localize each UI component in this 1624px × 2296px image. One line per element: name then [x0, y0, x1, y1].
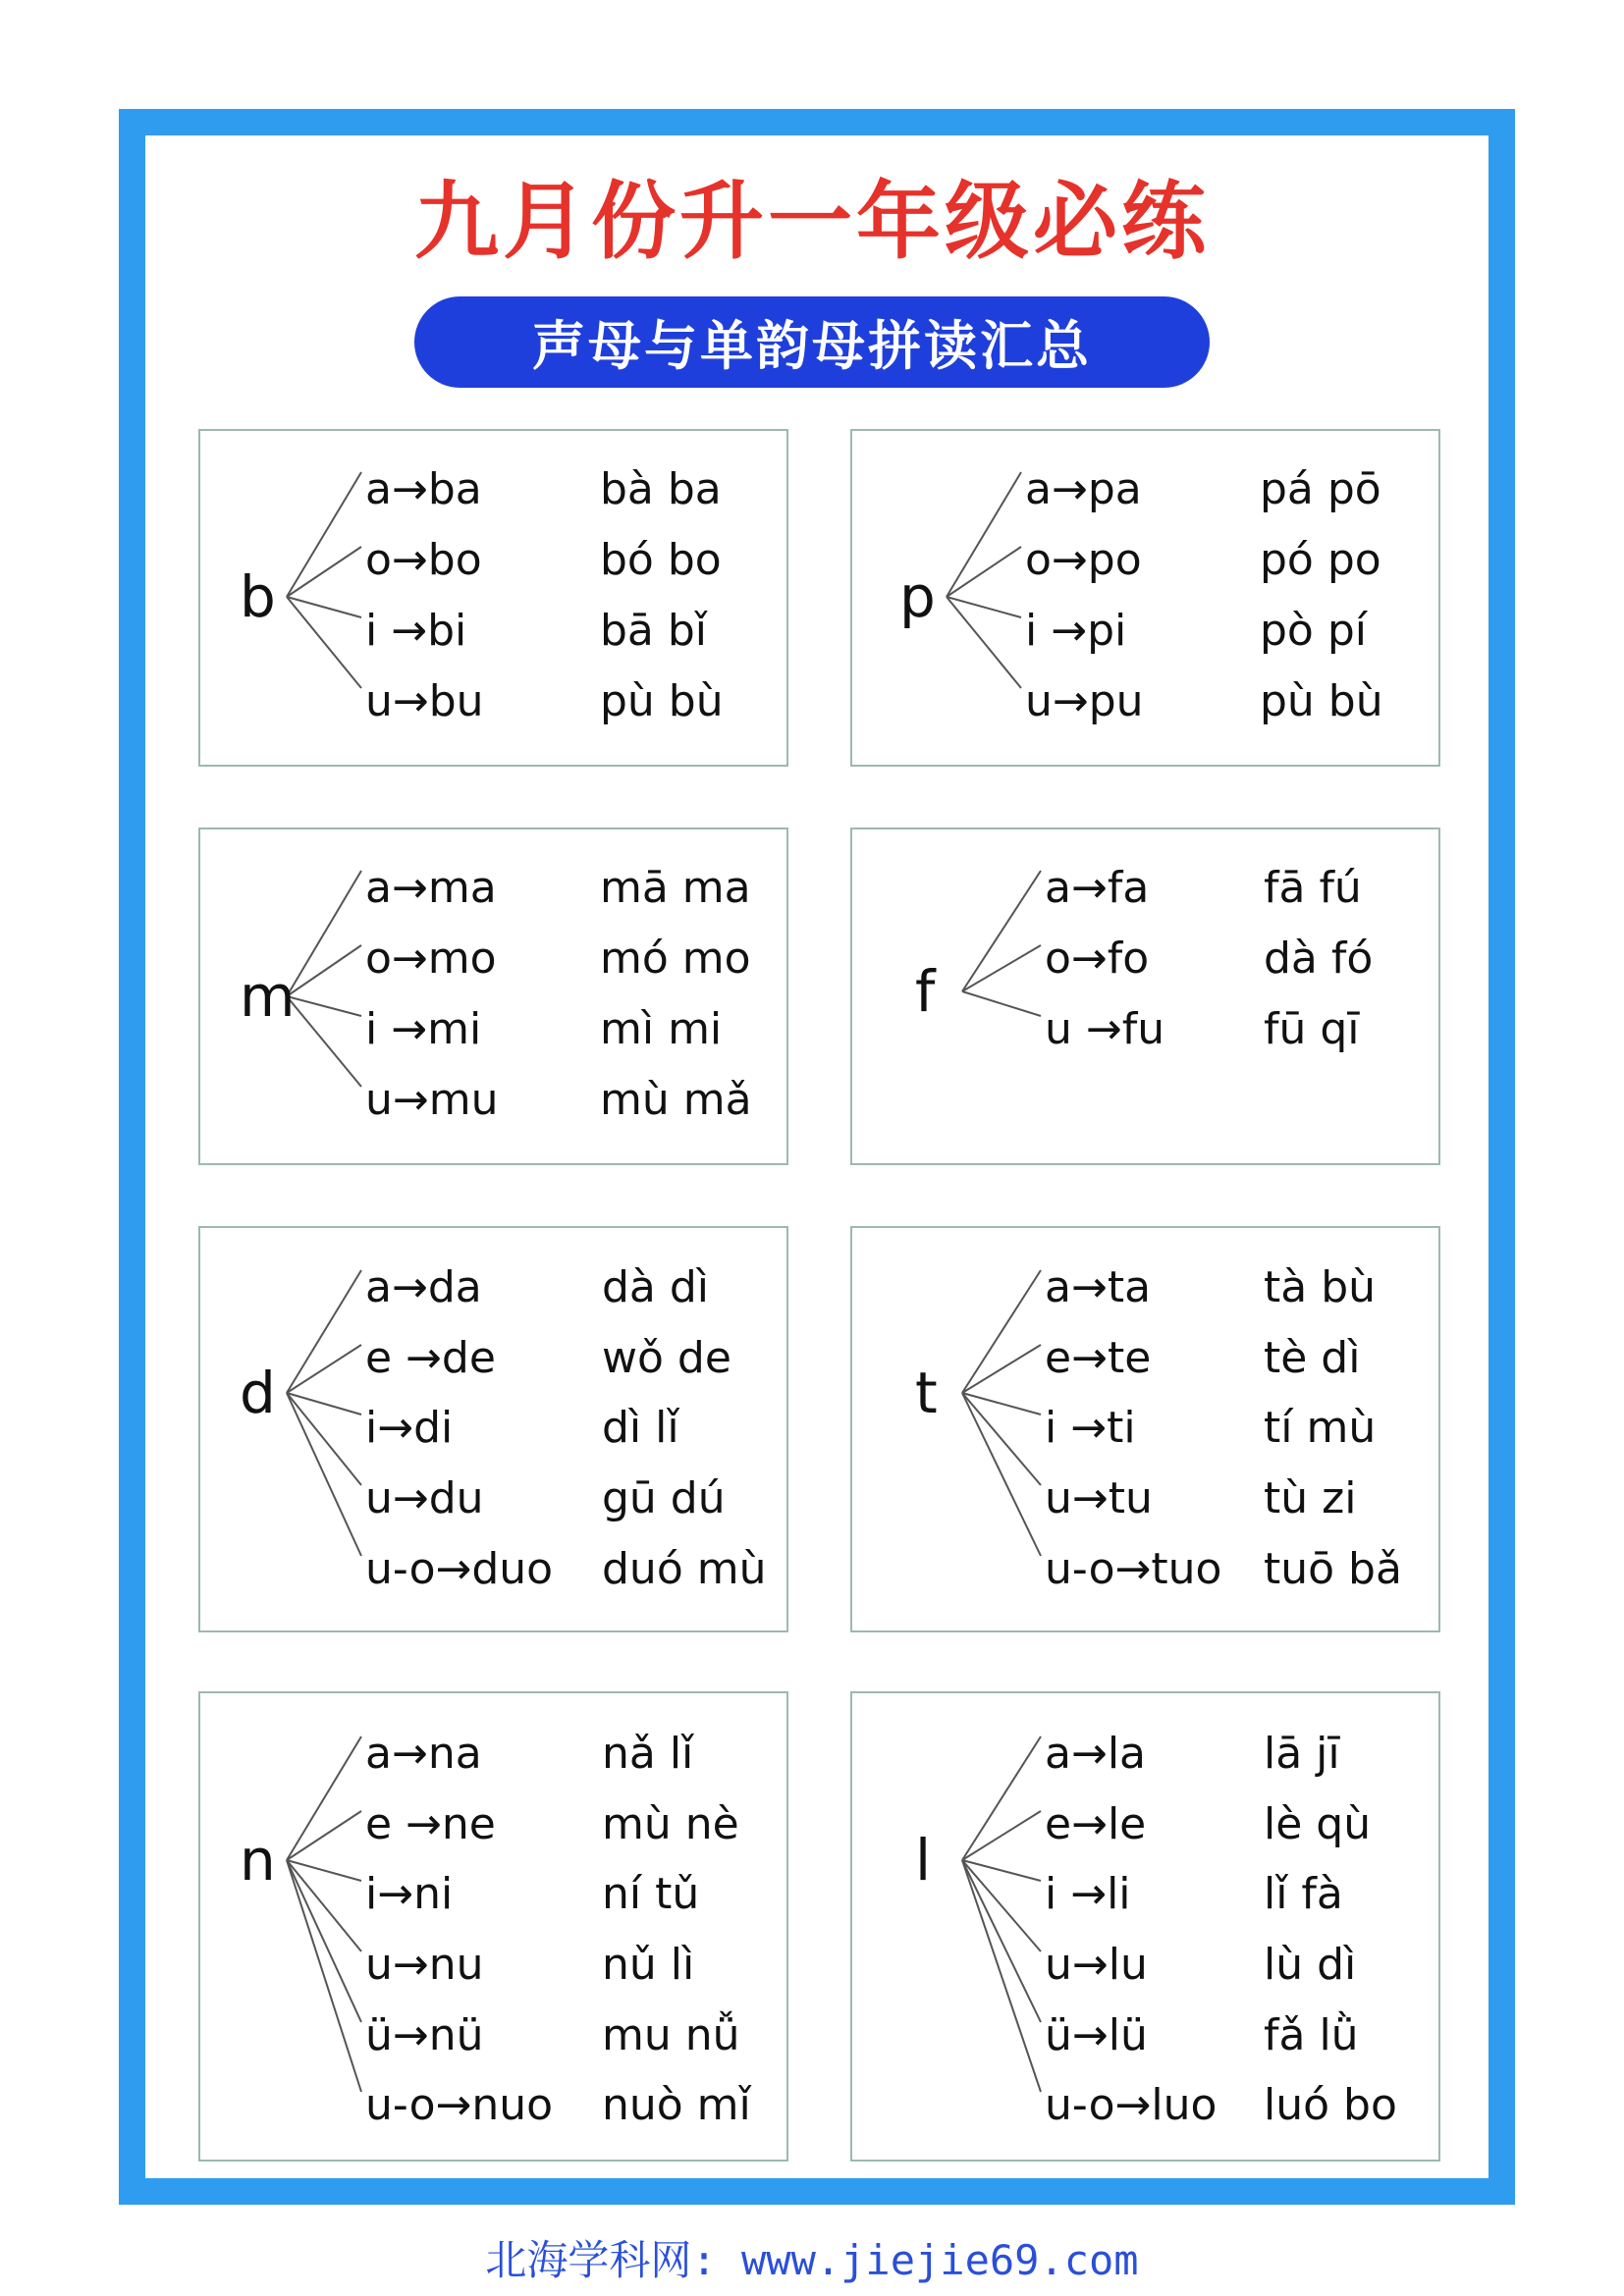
pinyin-row	[200, 930, 790, 988]
example-words: pá pō	[1260, 464, 1381, 514]
spelling-formula: u→nu	[365, 1940, 484, 1990]
example-words: fū qī	[1264, 1004, 1360, 1054]
spelling-formula: i →ti	[1045, 1403, 1136, 1453]
example-words: nǔ lì	[602, 1940, 695, 1990]
example-words: tí mù	[1264, 1403, 1377, 1453]
example-words: lǐ fà	[1264, 1869, 1343, 1919]
spelling-formula: a→ma	[365, 863, 497, 913]
spelling-formula: o→po	[1025, 535, 1142, 585]
spelling-formula: o→bo	[365, 535, 482, 585]
pinyin-card-t	[850, 1226, 1440, 1632]
pinyin-row	[200, 672, 790, 731]
pinyin-row	[200, 1936, 790, 1995]
initial-consonant: l	[915, 1827, 932, 1894]
pinyin-row	[200, 1725, 790, 1784]
spelling-formula: a→na	[365, 1729, 482, 1779]
pinyin-row	[852, 460, 1442, 519]
example-words: tà bù	[1264, 1262, 1377, 1312]
pinyin-row	[200, 2006, 790, 2065]
spelling-formula: i →mi	[365, 1004, 482, 1054]
example-words: pù bù	[600, 676, 724, 726]
pinyin-row	[852, 1936, 1442, 1995]
example-words: mu nǚ	[602, 2010, 740, 2060]
example-words: gū dú	[602, 1473, 726, 1523]
example-words: lè qù	[1264, 1799, 1372, 1849]
example-words: pù bù	[1260, 676, 1383, 726]
spelling-formula: a→pa	[1025, 464, 1142, 514]
spelling-formula: e→te	[1045, 1333, 1152, 1383]
pinyin-row	[852, 1795, 1442, 1854]
example-words: mù nè	[602, 1799, 739, 1849]
pinyin-row	[200, 460, 790, 519]
example-words: tuō bǎ	[1264, 1544, 1402, 1594]
example-words: bà ba	[600, 464, 722, 514]
example-words: fǎ lǜ	[1264, 2010, 1359, 2060]
example-words: bó bo	[600, 535, 722, 585]
initial-consonant: d	[240, 1360, 276, 1426]
example-words: lā jī	[1264, 1729, 1340, 1779]
pinyin-row	[200, 1071, 790, 1130]
pinyin-row	[200, 1329, 790, 1388]
pinyin-row	[200, 1865, 790, 1924]
spelling-formula: u→du	[365, 1473, 484, 1523]
spelling-formula: u-o→tuo	[1045, 1544, 1222, 1594]
pinyin-card-d	[198, 1226, 788, 1632]
pinyin-row	[852, 1725, 1442, 1784]
spelling-formula: o→mo	[365, 934, 497, 984]
example-words: wǒ de	[602, 1333, 731, 1383]
example-words: pò pí	[1260, 606, 1367, 656]
example-words: lù dì	[1264, 1940, 1357, 1990]
pinyin-row	[852, 1540, 1442, 1599]
spelling-formula: a→la	[1045, 1729, 1147, 1779]
spelling-formula: e →ne	[365, 1799, 496, 1849]
spelling-formula: ü→nü	[365, 2010, 484, 2060]
spelling-formula: u→mu	[365, 1075, 499, 1125]
pinyin-row	[852, 602, 1442, 661]
example-words: tè dì	[1264, 1333, 1361, 1383]
pinyin-row	[200, 1000, 790, 1059]
example-words: mì mi	[600, 1004, 723, 1054]
pinyin-card-n	[198, 1691, 788, 2162]
pinyin-row	[852, 1399, 1442, 1458]
pinyin-row	[200, 1399, 790, 1458]
example-words: nuò mǐ	[602, 2080, 751, 2130]
pinyin-row	[852, 2006, 1442, 2065]
spelling-formula: e→le	[1045, 1799, 1147, 1849]
spelling-formula: u→bu	[365, 676, 484, 726]
page-title: 九月份升一年级必练	[414, 173, 1210, 271]
example-words: ní tǔ	[602, 1869, 700, 1919]
pinyin-card-p	[850, 429, 1440, 767]
spelling-formula: u→lu	[1045, 1940, 1148, 1990]
spelling-formula: u→tu	[1045, 1473, 1153, 1523]
pinyin-row	[852, 859, 1442, 918]
example-words: mù mǎ	[600, 1075, 752, 1125]
spelling-formula: u-o→duo	[365, 1544, 554, 1594]
spelling-formula: o→fo	[1045, 934, 1150, 984]
initial-consonant: b	[240, 563, 276, 630]
pinyin-row	[852, 2076, 1442, 2135]
example-words: dì lǐ	[602, 1403, 679, 1453]
spelling-formula: a→ba	[365, 464, 482, 514]
pinyin-row	[852, 531, 1442, 590]
initial-consonant: t	[915, 1360, 938, 1426]
pinyin-row	[200, 1469, 790, 1528]
pinyin-row	[200, 531, 790, 590]
pinyin-card-l	[850, 1691, 1440, 2162]
example-words: luó bo	[1264, 2080, 1397, 2130]
pinyin-row	[852, 1469, 1442, 1528]
pinyin-row	[852, 672, 1442, 731]
pinyin-row	[200, 859, 790, 918]
spelling-formula: i→di	[365, 1403, 454, 1453]
pinyin-card-m	[198, 828, 788, 1165]
spelling-formula: i →bi	[365, 606, 467, 656]
footer-watermark: 北海学科网: www.jiejie69.com	[485, 2236, 1139, 2284]
pinyin-row	[852, 1865, 1442, 1924]
pinyin-row	[852, 1258, 1442, 1317]
subtitle-text: 声母与单韵母拼读汇总	[532, 315, 1092, 377]
example-words: tù zi	[1264, 1473, 1357, 1523]
spelling-formula: a→ta	[1045, 1262, 1152, 1312]
spelling-formula: u-o→luo	[1045, 2080, 1218, 2130]
pinyin-row	[852, 1000, 1442, 1059]
initial-consonant: m	[240, 963, 296, 1030]
spelling-formula: i →li	[1045, 1869, 1131, 1919]
example-words: mó mo	[600, 934, 751, 984]
spelling-formula: i →pi	[1025, 606, 1127, 656]
initial-consonant: n	[240, 1827, 276, 1894]
spelling-formula: u →fu	[1045, 1004, 1165, 1054]
spelling-formula: e →de	[365, 1333, 496, 1383]
example-words: bā bǐ	[600, 606, 708, 656]
example-words: dà fó	[1264, 934, 1374, 984]
example-words: fā fú	[1264, 863, 1362, 913]
pinyin-card-f	[850, 828, 1440, 1165]
pinyin-row	[200, 1540, 790, 1599]
example-words: pó po	[1260, 535, 1381, 585]
pinyin-row	[200, 1795, 790, 1854]
example-words: duó mù	[602, 1544, 767, 1594]
pinyin-row	[200, 602, 790, 661]
spelling-formula: u→pu	[1025, 676, 1144, 726]
subtitle-banner	[414, 296, 1210, 388]
initial-consonant: f	[915, 958, 936, 1025]
example-words: mā ma	[600, 863, 751, 913]
pinyin-row	[200, 2076, 790, 2135]
pinyin-row	[200, 1258, 790, 1317]
example-words: nǎ lǐ	[602, 1729, 694, 1779]
spelling-formula: a→fa	[1045, 863, 1150, 913]
pinyin-card-b	[198, 429, 788, 767]
initial-consonant: p	[899, 563, 936, 630]
example-words: dà dì	[602, 1262, 710, 1312]
spelling-formula: u-o→nuo	[365, 2080, 554, 2130]
spelling-formula: ü→lü	[1045, 2010, 1148, 2060]
spelling-formula: a→da	[365, 1262, 482, 1312]
pinyin-row	[852, 930, 1442, 988]
spelling-formula: i→ni	[365, 1869, 454, 1919]
pinyin-row	[852, 1329, 1442, 1388]
